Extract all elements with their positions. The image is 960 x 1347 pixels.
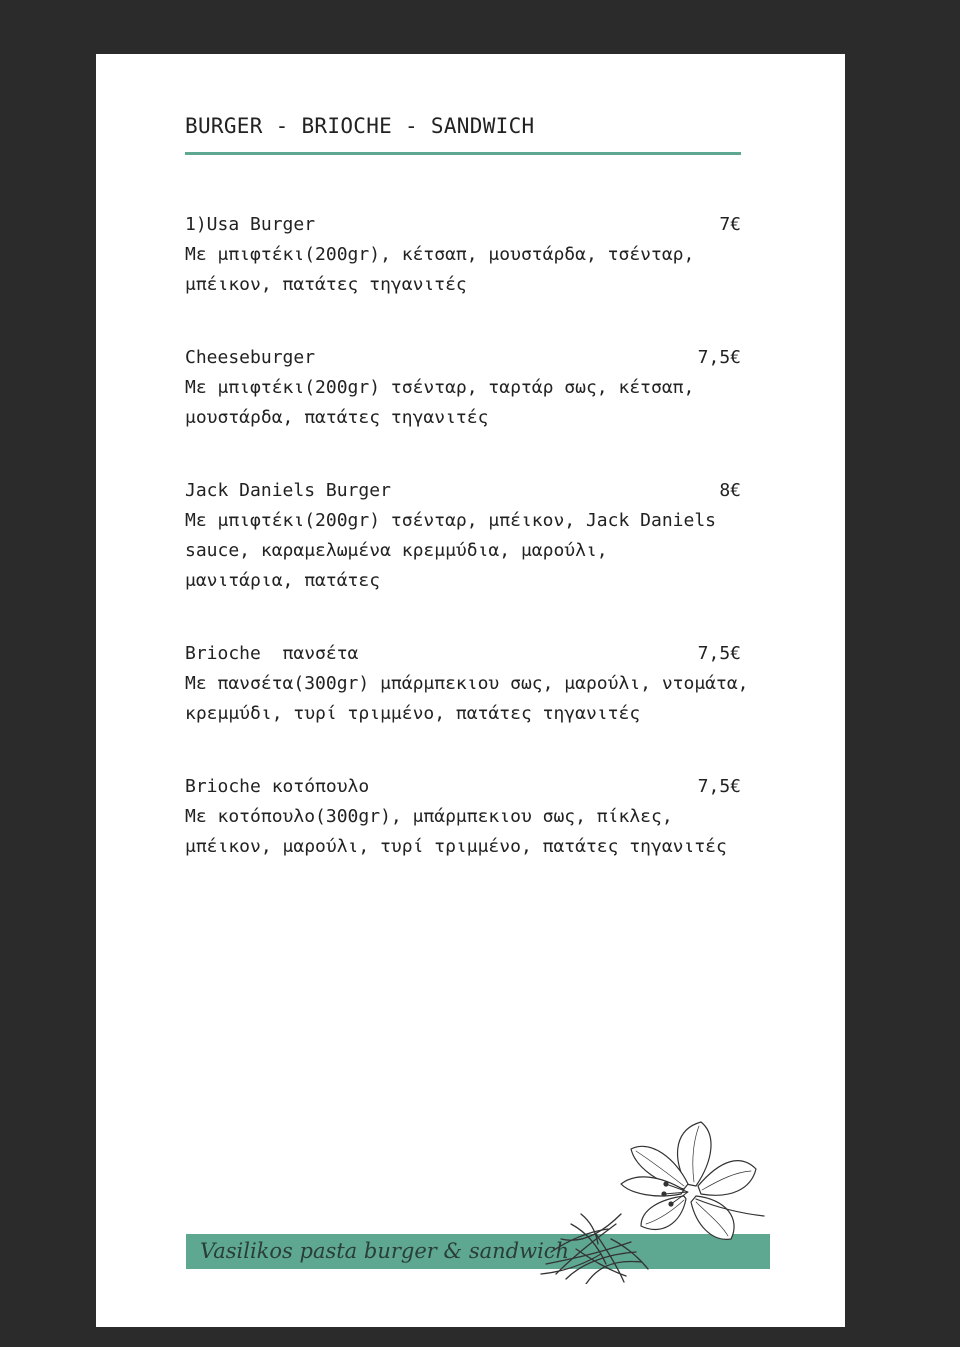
menu-page	[96, 54, 845, 1327]
menu-item-price: 7,5€	[697, 643, 741, 664]
menu-item	[185, 639, 785, 729]
menu-item	[185, 476, 785, 596]
menu-section-title: BURGER - BRIOCHE - SANDWICH	[185, 114, 535, 138]
footer-brand-text: Vasilikos pasta burger & sandwich	[200, 1239, 570, 1263]
menu-item-description: Με μπιφτέκι(200gr) τσένταρ, ταρτάρ σως, κέτσαπ, μουστάρδα, πατάτες τηγανιτές	[185, 377, 695, 428]
menu-item-name: 1)Usa Burger	[185, 214, 316, 235]
menu-list	[185, 210, 785, 905]
menu-item-name: Brioche κοτόπουλο	[185, 776, 370, 797]
menu-item-description: Με μπιφτέκι(200gr) τσένταρ, μπέικον, Jack Daniels sauce, καραμελωμένα κρεμμύδια, μαρούλι, μανιτάρια, πατάτες	[185, 510, 717, 591]
menu-item-description: Με μπιφτέκι(200gr), κέτσαπ, μουστάρδα, τσένταρ, μπέικον, πατάτες τηγανιτές	[185, 244, 695, 295]
menu-item-price: 7€	[719, 214, 741, 235]
menu-item-description: Με κοτόπουλο(300gr), μπάρμπεκιου σως, πίκλες, μπέικον, μαρούλι, τυρί τριμμένο, πατάτες τηγανιτές	[185, 806, 727, 857]
menu-item-price: 7,5€	[697, 347, 741, 368]
menu-item	[185, 343, 785, 433]
menu-item-description: Με πανσέτα(300gr) μπάρμπεκιου σως, μαρούλι, ντομάτα, κρεμμύδι, τυρί τριμμένο, πατάτες τηγανιτές	[185, 673, 749, 724]
menu-item-name: Jack Daniels Burger	[185, 480, 391, 501]
menu-item-name: Brioche πανσέτα	[185, 643, 359, 664]
menu-item-name: Cheeseburger	[185, 347, 316, 368]
flower-saffron-illustration-icon	[536, 1114, 776, 1284]
menu-item	[185, 210, 785, 300]
menu-item-price: 8€	[719, 480, 741, 501]
title-divider	[185, 152, 741, 155]
menu-item	[185, 772, 785, 862]
menu-item-price: 7,5€	[697, 776, 741, 797]
